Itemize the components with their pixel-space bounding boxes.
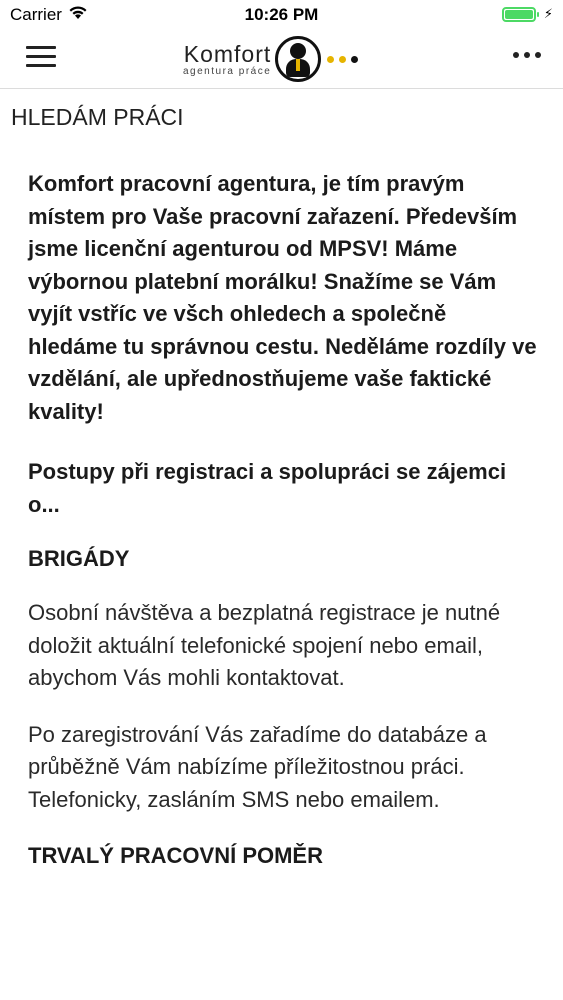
logo-person-icon: [275, 36, 321, 82]
nav-bar: [0, 30, 563, 89]
logo-text: [183, 42, 271, 77]
logo[interactable]: [183, 34, 363, 84]
registration-steps-paragraph: Postupy při registraci a spolupráci se zájemci o...: [28, 459, 507, 517]
hamburger-icon[interactable]: [26, 46, 56, 70]
section-heading-brigady: BRIGÁDY: [28, 546, 130, 571]
logo-subtitle: agentura práce: [183, 65, 272, 77]
status-right: [502, 6, 553, 22]
battery-icon: [502, 7, 536, 22]
brigady-paragraph-2: Po zaregistrování Vás zařadíme do databáze a průběžně Vám nabízíme příležitostnou práci. Telefonicky, zasláním SMS nebo emailem.: [28, 721, 487, 812]
logo-dot-icon: [351, 56, 358, 63]
status-bar: [0, 0, 563, 30]
logo-brand: Komfort: [183, 40, 272, 67]
logo-dots: [327, 56, 363, 63]
page-title: HLEDÁM PRÁCI: [11, 104, 184, 130]
intro-paragraph: Komfort pracovní agentura, je tím pravým místem pro Vaše pracovní zařazení. Především jsme licenční agenturou od MPSV! Máme výbornou platební morálku! Snažíme se Vám vyjít vstříc ve všch ohledech a společně hledáme tu správnou cestu. Neděláme rozdíly ve vzdělání, ale upřednostňujeme vaše faktické kvality!: [28, 171, 537, 424]
carrier-label: Carrier: [10, 5, 62, 24]
section-heading-trvaly-pomer: TRVALÝ PRACOVNÍ POMĚR: [28, 843, 323, 868]
more-dots-icon[interactable]: [508, 52, 541, 58]
logo-dot-icon: [339, 56, 346, 63]
main-content: [28, 168, 538, 894]
battery-fill: [505, 10, 533, 19]
status-time: 10:26 PM: [244, 5, 319, 24]
brigady-paragraph-1: Osobní návštěva a bezplatná registrace je nutné doložit aktuální telefonické spojení nebo email, abychom Vás mohli kontaktovat.: [28, 600, 501, 690]
logo-dot-icon: [327, 56, 334, 63]
charging-bolt-icon: ⚡: [543, 6, 553, 21]
